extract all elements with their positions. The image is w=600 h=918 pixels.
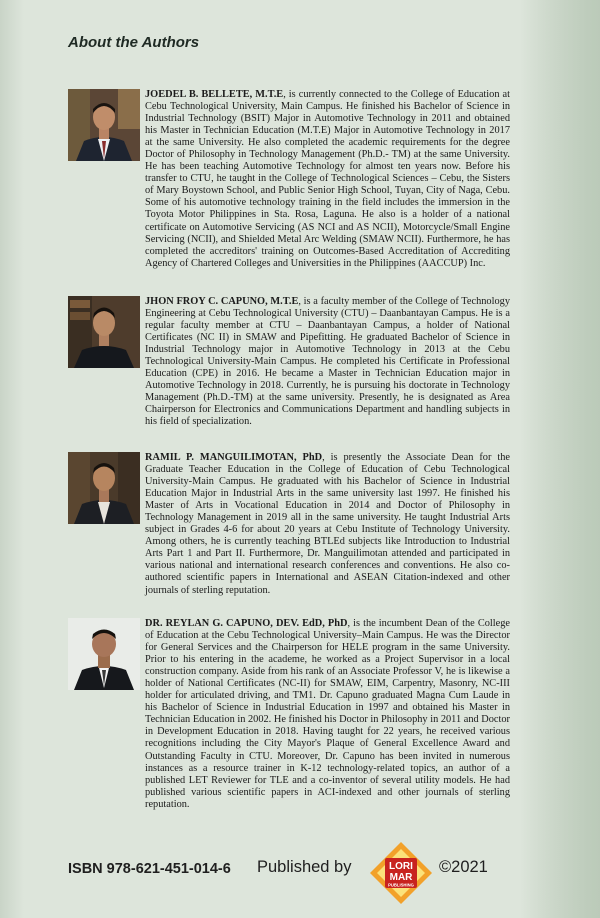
author-bio-text: , is a faculty member of the College of Technology Engineering at Cebu Technological University (CTU) – Daanbantayan Campus. He is a regular faculty member at CTU – Daanbantayan Campus, a holder of National Certificates (NC II) in SMAW and Pipefitting. He graduated Bachelor of Science in Industrial Technology major in Automotive Technology in 2013 at the Cebu Technological University-Main Campus. He completed his Certificate in Professional Education (CPE) in 2016. He became a Master in Technician Education major in Automotive Technology in 2018. Currently, he is pursuing his doctorate in Technology Management (Ph.D.-TM) at the same university. Presently, he is designated as Area Chairperson for Electronics and Communications Department and handling subjects in his field of specialization. xyxy=(145,296,510,428)
logo-text-2: MAR xyxy=(389,872,413,883)
author-bio xyxy=(145,452,510,597)
copyright: ©2021 xyxy=(439,858,488,876)
page-heading: About the Authors xyxy=(68,34,200,51)
author-name: DR. REYLAN G. CAPUNO, DEV. EdD, PhD xyxy=(145,618,348,629)
author-bio xyxy=(145,618,510,811)
isbn: ISBN 978-621-451-014-6 xyxy=(68,861,231,877)
author-photo xyxy=(68,296,140,368)
author-bio xyxy=(145,296,510,429)
author-name: RAMIL P. MANGUILIMOTAN, PhD xyxy=(145,452,323,463)
logo-text-1: LORI xyxy=(389,861,413,872)
author-name: JHON FROY C. CAPUNO, M.T.E xyxy=(145,296,299,307)
author-photo xyxy=(68,452,140,524)
author-bio-text: , is currently connected to the College of Education at Cebu Technological University, Main Campus. He finished his Bachelor of Science in Industrial Technology (BSIT) Major in Automotive Technology in 2011 and obtained his Master in Technician Education (M.T.E) Major in Automotive Technology in 2017 at the same University. He also completed the academic requirements for the degree Doctor of Philosophy in Technology Management (Ph.D.- TM) at the same University. He has been teaching Automotive Technology for almost ten years now. Before his transfer to CTU, he taught in the College of Technological Sciences – Cebu, the Sisters of Mary Boystown School, and Public Senior High School, Tuyan, City of Naga, Cebu. Some of his automotive technology training in the field includes the immersion in the Toyota Motor Philippines in Sta. Rosa, Laguna. He also is a holder of a national certificate on Automotive Servicing (AS NCI and AS NCII), Motorcycle/Small Engine Servicing (NCII), and Shielded Metal Arc Welding (SMAW NCII). Furthermore, he has completed the accreditors' training on Outcomes-Based Accreditation of Accrediting Agency of Chartered Colleges and Universities in the Philippines (AACCUP) Inc. xyxy=(145,89,510,269)
author-bio-text: , is the incumbent Dean of the College of Education at the Cebu Technological University–Main Campus. He was the Director for General Services and the Chairperson for HELE program in the same University. Prior to his entering in the academe, he worked as a Project Supervisor in a local construction company. Aside from his rank of an Associate Professor V, he is likewise a holder of National Certificates (NC-II) for SMAW, EIM, Carpentry, Masonry, NC-III holder for articulated driving, and TM1. Dr. Capuno graduated Magna Cum Laude in his Bachelor of Science in Industrial Education in 1997 and obtained his Master in Technician Education in 2002. He finished his Doctor in Philosophy in 2011 and Doctor in Development Education in 2018. Having taught for 22 years, he received various recognitions including the City Mayor's Plaque of General Excellence Award and Outstanding Faculty in CTU. Moreover, Dr. Capuno has been invited in numerous instances as a resource trainer in K-12 technology-related topics, an author of a published LET Reviewer for TLE and a co-inventor of several utility models. He had published various scientific papers in ACI-indexed and other journals of sterling reputation. xyxy=(145,618,510,810)
published-by-label: Published by xyxy=(257,858,352,876)
logo-text-3: PUBLISHING xyxy=(388,882,414,888)
footer xyxy=(68,856,508,886)
author-bio-text: , is presently the Associate Dean for the Graduate Teacher Education in the College of Education of Cebu Technological University-Main Campus. He graduated with his Bachelor of Science in Industrial Education Major in Industrial Arts in the same university last 1997. He finished his Master of Arts in Vocational Education in 2014 and Doctor of Philosophy in Technology Management in 2019 all in the same university. He taught Industrial Arts subject in Grades 4-6 for about 20 years at Cebu Institute of Technology University. Among others, he is currently teaching BTLEd subjects like Introduction to Industrial Arts Part 1 and Part II. Furthermore, Dr. Manguilimotan attended and participated in various national and international research conferences and conventions. He also co-authored scientific papers in International and ASEAN Citation-indexed and other journals of sterling reputation. xyxy=(145,452,510,596)
publisher-logo xyxy=(368,840,434,906)
spine-shadow xyxy=(520,0,600,918)
author-bio xyxy=(145,89,510,270)
author-photo xyxy=(68,618,140,690)
author-name: JOEDEL B. BELLETE, M.T.E xyxy=(145,89,284,100)
author-photo xyxy=(68,89,140,161)
